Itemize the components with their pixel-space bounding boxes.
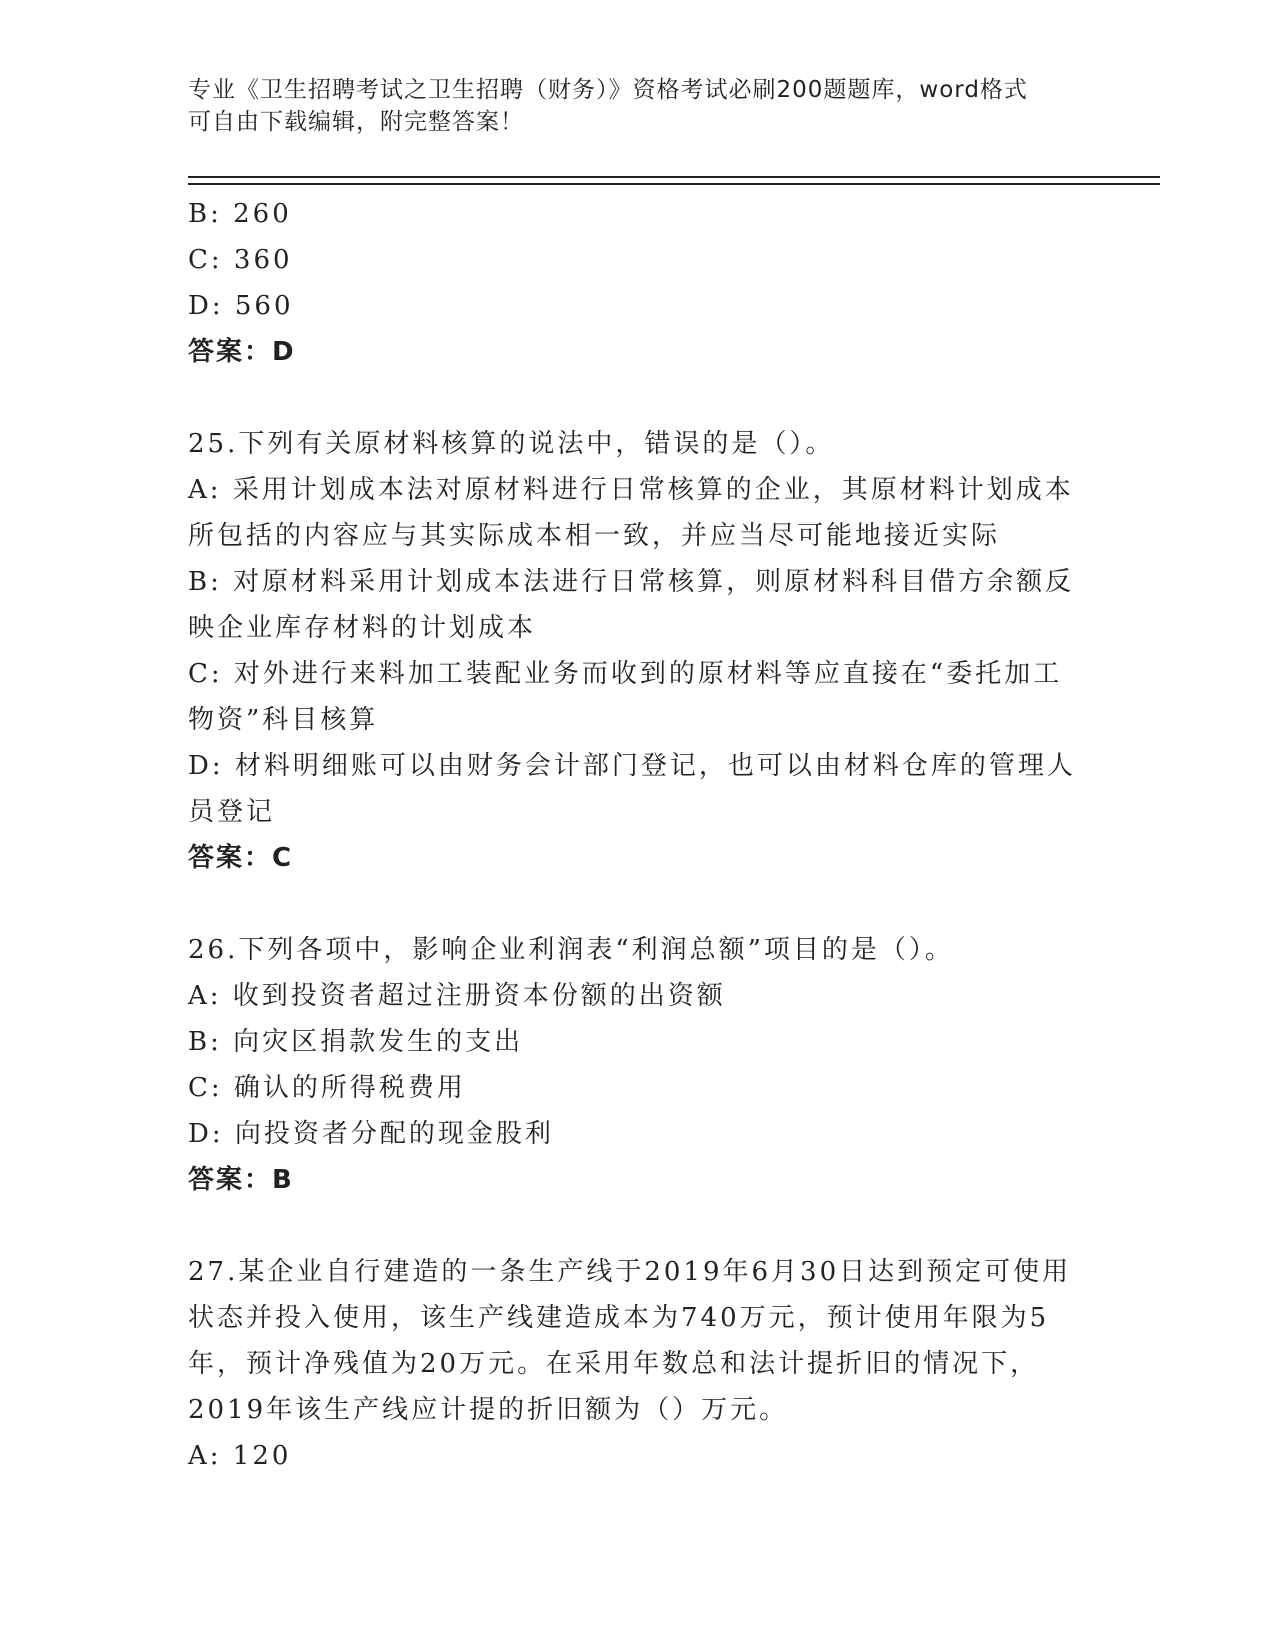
spacer bbox=[188, 881, 1088, 927]
q26-stem: 26.下列各项中，影响企业利润表“利润总额”项目的是（）。 bbox=[188, 935, 954, 965]
spacer bbox=[188, 375, 1088, 421]
q25-option-c-line-1: C: 对外进行来料加工装配业务而收到的原材料等应直接在“委托加工 bbox=[188, 659, 1063, 689]
header-divider-bottom bbox=[188, 183, 1160, 185]
header-line-2: 可自由下载编辑，附完整答案！ bbox=[188, 109, 524, 135]
q27-option-a: A: 120 bbox=[188, 1441, 292, 1471]
q27-stem-line-1: 27.某企业自行建造的一条生产线于2019年6月30日达到预定可使用 bbox=[188, 1257, 1072, 1287]
question-content bbox=[188, 191, 1088, 1479]
document-header bbox=[188, 74, 1068, 138]
q25-answer: 答案：C bbox=[188, 843, 294, 873]
q25-option-a-line-1: A: 采用计划成本法对原材料进行日常核算的企业，其原材料计划成本 bbox=[188, 475, 1074, 505]
q26-option-a: A: 收到投资者超过注册资本份额的出资额 bbox=[188, 981, 726, 1011]
q25-option-b-line-2: 映企业库存材料的计划成本 bbox=[188, 613, 537, 643]
q25-option-c-line-2: 物资”科目核算 bbox=[188, 705, 379, 735]
q25-option-d-line-1: D: 材料明细账可以由财务会计部门登记，也可以由材料仓库的管理人 bbox=[188, 751, 1076, 781]
q25-option-a-line-2: 所包括的内容应与其实际成本相一致，并应当尽可能地接近实际 bbox=[188, 521, 1001, 551]
prev-answer: 答案：D bbox=[188, 337, 296, 367]
header-line-1: 专业《卫生招聘考试之卫生招聘（财务）》资格考试必刷200题题库，word格式 bbox=[188, 77, 1028, 103]
q26-option-d: D: 向投资者分配的现金股利 bbox=[188, 1119, 554, 1149]
q27-stem-line-3: 年，预计净残值为20万元。在采用年数总和法计提折旧的情况下， bbox=[188, 1349, 1040, 1379]
prev-option-c: C: 360 bbox=[188, 245, 293, 275]
q26-option-b: B: 向灾区捐款发生的支出 bbox=[188, 1027, 524, 1057]
prev-option-d: D: 560 bbox=[188, 291, 294, 321]
q27-stem-line-4: 2019年该生产线应计提的折旧额为（）万元。 bbox=[188, 1395, 789, 1425]
header-divider-top bbox=[188, 176, 1160, 178]
q25-option-b-line-1: B: 对原材料采用计划成本法进行日常核算，则原材料科目借方余额反 bbox=[188, 567, 1075, 597]
q25-option-d-line-2: 员登记 bbox=[188, 797, 276, 827]
spacer bbox=[188, 1203, 1088, 1249]
q27-stem-line-2: 状态并投入使用，该生产线建造成本为740万元，预计使用年限为5 bbox=[188, 1303, 1050, 1333]
q26-answer: 答案：B bbox=[188, 1165, 294, 1195]
q26-option-c: C: 确认的所得税费用 bbox=[188, 1073, 466, 1103]
prev-option-b: B: 260 bbox=[188, 199, 292, 229]
q25-stem: 25.下列有关原材料核算的说法中，错误的是（）。 bbox=[188, 429, 835, 459]
